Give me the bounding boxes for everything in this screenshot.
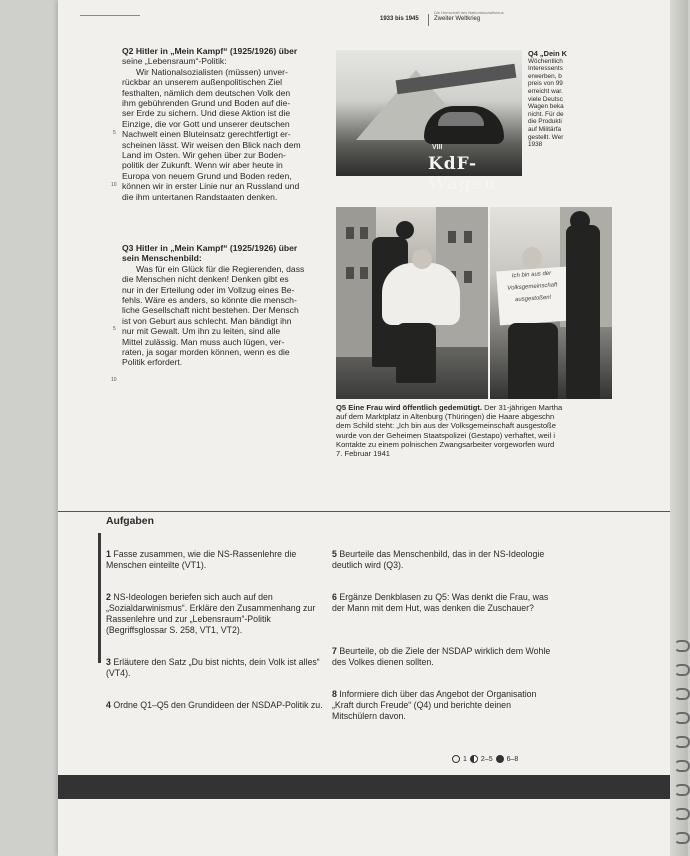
q4-line: erwerben, b xyxy=(528,72,562,80)
q2-line: festhalten, nämlich dem deutschen Volk den xyxy=(122,87,291,98)
ring-icon xyxy=(674,664,690,676)
q5-line: dem Schild steht: „Ich bin aus der Volksgemeinschaft ausgestoße xyxy=(336,421,556,431)
q2-title-2: seine „Lebensraum“-Politik: xyxy=(122,56,227,67)
legend-level-3: 6–8 xyxy=(506,755,519,763)
q4-line: Wöchentlich xyxy=(528,57,563,65)
task-6 xyxy=(332,592,554,614)
task-5 xyxy=(332,549,554,571)
q4-line: auf Militärfa xyxy=(528,125,562,133)
aufgaben-title: Aufgaben xyxy=(106,516,154,527)
q3-line: nur mit Gewalt. Um ihn zu leiten, sind alle xyxy=(122,326,281,337)
ring-icon xyxy=(674,688,690,700)
task-number: 7 xyxy=(332,646,337,656)
task-1 xyxy=(106,549,328,571)
q4-line: Wagen beka xyxy=(528,103,564,111)
poster-small-text: VIII xyxy=(432,144,443,151)
line-number: 5 xyxy=(113,130,116,136)
q2-line: die ihm untertanen Randstaaten denken. xyxy=(122,191,278,202)
ring-icon xyxy=(674,712,690,724)
q3-title-1: Q3 Hitler in „Mein Kampf“ (1925/1926) über xyxy=(122,243,298,253)
q2-line: scheinen lässt. Wir weisen den Blick nach dem xyxy=(122,139,301,150)
task-number: 5 xyxy=(332,549,337,559)
q4-line: erreicht war. xyxy=(528,87,563,95)
q3-line: ist von Geburt aus schlecht. Man bändigt ihn xyxy=(122,315,292,326)
q4-line: Interessents xyxy=(528,65,563,73)
q4-line: preis von 99 xyxy=(528,80,563,88)
task-text: Ergänze Denkblasen zu Q5: Was denkt die Frau, was der Mann mit dem Hut, was denken die Zuschauer? xyxy=(332,592,549,613)
task-text: Beurteile das Menschenbild, das in der NS-Ideologie deutlich wird (Q3). xyxy=(332,549,545,570)
task-4 xyxy=(106,700,328,711)
woman-cape xyxy=(382,263,460,325)
q2-title-1: Q2 Hitler in „Mein Kampf“ (1925/1926) über xyxy=(122,46,298,56)
q5-line: auf dem Marktplatz in Altenburg (Thüringen) die Haare abgeschn xyxy=(336,412,555,422)
header-topic: Die Herrschaft des Nationalsozialismus xyxy=(434,10,504,15)
empty-circle-icon xyxy=(452,755,460,763)
task-text: Erläutere den Satz „Du bist nichts, dein Volk ist alles“ (VT4). xyxy=(106,657,320,678)
task-number: 4 xyxy=(106,700,111,710)
q2-line: politik der Zukunft. Wenn wir aber heute in xyxy=(122,160,283,171)
line-number: 10 xyxy=(111,182,117,188)
full-circle-icon xyxy=(496,755,504,763)
q3-source xyxy=(122,243,328,368)
q5-line: Kontakte zu einem polnischen Zwangsarbeiter vorgeworfen wurd xyxy=(336,439,555,449)
task-8 xyxy=(332,689,554,722)
q2-line: Land im Osten. Wir gehen über zur Boden- xyxy=(122,150,286,161)
shame-sign xyxy=(496,267,570,326)
header-chapter: Zweiter Weltkrieg xyxy=(434,16,481,22)
half-circle-icon xyxy=(470,755,478,763)
task-3 xyxy=(106,657,328,679)
q3-line: fehls. Wäre es anders, so könnte die mensch- xyxy=(122,295,297,306)
task-number: 2 xyxy=(106,592,111,602)
task-text: NS-Ideologen beriefen sich auch auf den „Sozialdarwinismus“. Erkläre den Zusammenhang zur Rassenlehre und zur „Lebensraum“-Politik (Begriffsglossar S. 258, VT1, VT2). xyxy=(106,592,316,635)
line-number: 5 xyxy=(113,326,116,332)
q3-line: Politik erfordert. xyxy=(122,357,183,368)
q2-line: Europa von neuem Grund und Boden reden, xyxy=(122,170,292,181)
q5-line: 7. Februar 1941 xyxy=(336,449,391,459)
task-2 xyxy=(106,592,328,636)
sign-line: Volksgemeinschaft xyxy=(507,282,558,292)
q3-line: Mittel zulässig. Man muss auch lügen, ver- xyxy=(122,336,285,347)
q2-line: ihm gebührenden Grund und Boden auf die- xyxy=(122,98,291,109)
q4-caption xyxy=(528,50,608,149)
q2-line: Einzige, die vor Gott und unserer deutschen xyxy=(122,118,290,129)
poster-logo: KdF-Wagen xyxy=(428,154,497,194)
q4-line: 1938 xyxy=(528,141,543,149)
task-7 xyxy=(332,646,554,668)
sign-line: ausgestoßen! xyxy=(514,294,552,304)
q4-title: Q4 „Dein K xyxy=(528,49,568,58)
q3-line: raten, ja sogar morden können, wenn es die xyxy=(122,347,290,358)
ring-icon xyxy=(674,736,690,748)
task-number: 3 xyxy=(106,657,111,667)
q2-line: Wir Nationalsozialisten (müssen) unver- xyxy=(136,66,288,77)
q2-line: rückbar an unserem außenpolitischen Ziel xyxy=(122,77,283,88)
ring-icon xyxy=(674,832,690,844)
q5-line: wurde von der Geheimen Staatspolizei (Gestapo) verhaftet, weil i xyxy=(336,430,556,440)
sign-line: Ich bin aus der xyxy=(511,270,552,280)
q2-line: ser Erde zu sichern. Und diese Aktion ist die xyxy=(122,108,291,119)
q3-line: liche Gesellschaft nicht bestehen. Der Mensch xyxy=(122,305,299,316)
section-divider xyxy=(58,511,670,512)
legend-level-2: 2–5 xyxy=(480,755,493,763)
q3-line: Was für ein Glück für die Regierenden, dass xyxy=(136,263,305,274)
line-number: 10 xyxy=(111,377,117,383)
task-number: 1 xyxy=(106,549,111,559)
q5-caption-rest: Der 31-jährigen Martha xyxy=(481,403,563,412)
header-divider xyxy=(428,14,429,26)
q3-line: nur in der Erteilung oder im Vollzug eines Be- xyxy=(122,284,295,295)
q5-caption xyxy=(336,403,612,458)
task-text: Fasse zusammen, wie die NS-Rassenlehre die Menschen einteilte (VT1). xyxy=(106,549,297,570)
ring-icon xyxy=(674,808,690,820)
q5-photo-right xyxy=(490,207,612,399)
ring-icon xyxy=(674,784,690,796)
task-text: Beurteile, ob die Ziele der NSDAP wirklich dem Wohle des Volkes dienen sollten. xyxy=(332,646,551,667)
task-text: Ordne Q1–Q5 den Grundideen der NSDAP-Politik zu. xyxy=(113,700,323,710)
q3-line: die Menschen nicht denken! Denken gibt es xyxy=(122,274,289,285)
binder-rings xyxy=(672,640,688,856)
q4-line: viele Deutsc xyxy=(528,95,563,103)
q2-line: Nachwelt einen Bluteinsatz gerechtfertigt er- xyxy=(122,129,291,140)
q2-source xyxy=(122,46,328,202)
legend-level-1: 1 xyxy=(463,755,467,763)
q4-line: nicht. Für de xyxy=(528,110,564,118)
q3-title-2: sein Menschenbild: xyxy=(122,253,202,264)
officer xyxy=(566,225,600,399)
kdf-wagen-poster xyxy=(336,50,522,194)
q5-photo-left xyxy=(336,207,488,399)
task-text: Informiere dich über das Angebot der Organisation „Kraft durch Freude“ (Q4) und berichte deinen Mitschülern davon. xyxy=(332,689,537,721)
ring-icon xyxy=(674,760,690,772)
task-number: 8 xyxy=(332,689,337,699)
header-range: 1933 bis 1945 xyxy=(380,16,419,22)
aufgaben-bar xyxy=(98,533,101,663)
ring-icon xyxy=(674,640,690,652)
difficulty-legend xyxy=(452,755,518,763)
q2-line: können wir in erster Linie nur an Russland und xyxy=(122,181,300,192)
q4-line: gestellt. Wer xyxy=(528,133,564,141)
header-rule xyxy=(80,15,140,16)
footer-band xyxy=(58,775,670,799)
q5-caption-bold: Q5 Eine Frau wird öffentlich gedemütigt. xyxy=(336,403,482,412)
task-number: 6 xyxy=(332,592,337,602)
q4-line: die Produkti xyxy=(528,118,562,126)
